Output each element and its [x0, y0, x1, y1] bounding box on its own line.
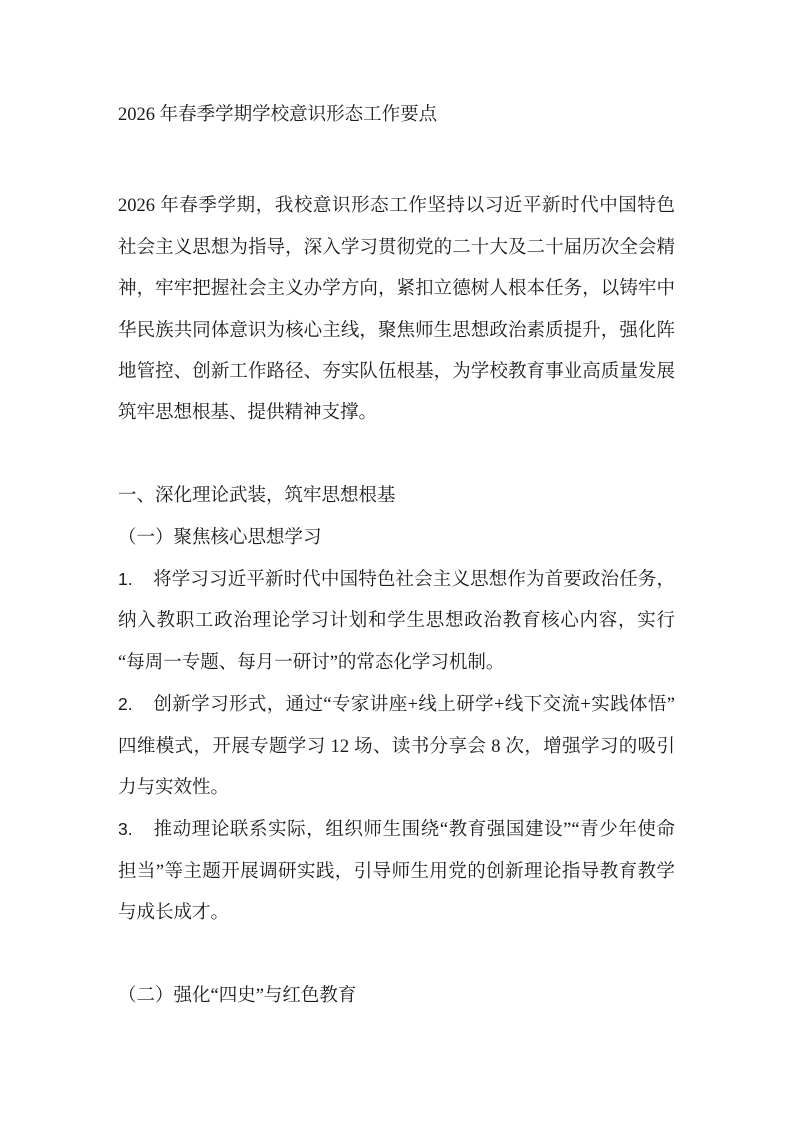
list-item-number: 3. — [118, 819, 133, 840]
subsection-1-2-heading: （二）强化“四史”与红色教育 — [118, 986, 357, 1007]
document-title: 2026 年春季学期学校意识形态工作要点 — [118, 105, 438, 125]
list-item-number: 1. — [118, 569, 133, 590]
list-item-text: 推动理论联系实际，组织师生围绕“教育强国建设”“青少年使命担当”等主题开展调研实践，引导师生用党的创新理论指导教育教学与成长成才。 — [118, 820, 675, 924]
list-item-text: 将学习习近平新时代中国特色社会主义思想作为首要政治任务，纳入教职工政治理论学习计划和学生思想政治教育核心内容，实行“每周一专题、每月一研讨”的常态化学习机制。 — [118, 570, 675, 673]
list-item-number: 2. — [118, 694, 133, 715]
list-item — [118, 809, 675, 934]
subsection-1-1-heading: （一）聚焦核心思想学习 — [118, 527, 322, 548]
section-1-heading: 一、深化理论武装，筑牢思想根基 — [118, 486, 396, 507]
list-item-text: 创新学习形式，通过“专家讲座+线上研学+线下交流+实践体悟”四维模式，开展专题学习 12 场、读书分享会 8 次，增强学习的吸引力与实效性。 — [118, 695, 675, 799]
list-item — [118, 559, 675, 684]
intro-paragraph: 2026 年春季学期，我校意识形态工作坚持以习近平新时代中国特色社会主义思想为指导，深入学习贯彻党的二十大及二十届历次全会精神，牢牢把握社会主义办学方向，紧扣立德树人根本任务，以铸牢中华民族共同体意识为核心主线，聚焦师生思想政治素质提升，强化阵地管控、创新工作路径、夯实队伍根基，为学校教育事业高质量发展筑牢思想根基、提供精神支撑。 — [118, 196, 675, 424]
list-item — [118, 684, 675, 809]
